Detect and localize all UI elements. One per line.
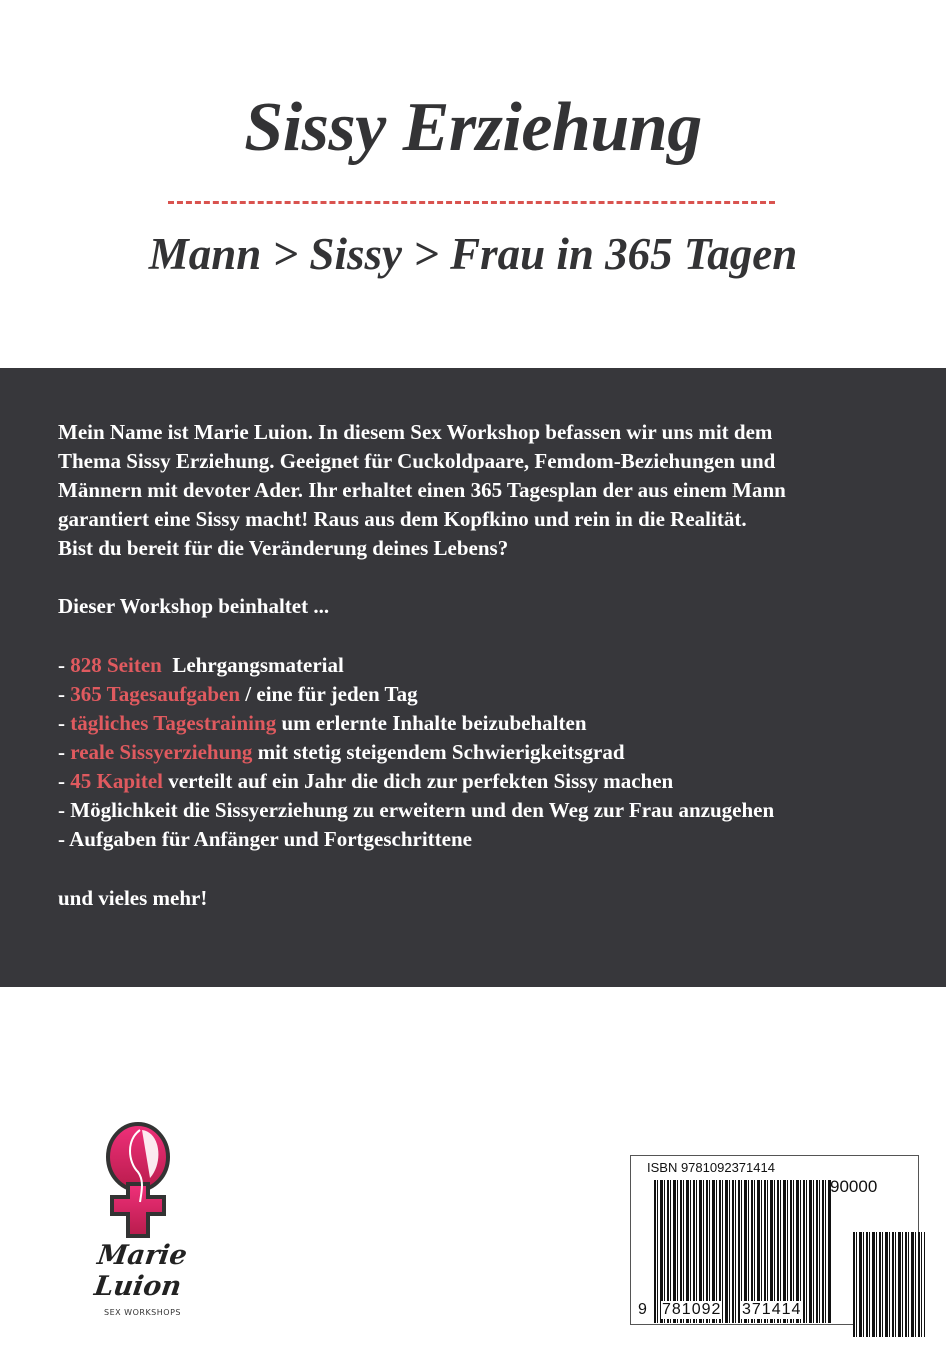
isbn-barcode: [630, 1155, 919, 1325]
publisher-name: Marie Luion: [92, 1240, 189, 1302]
list-item-rest: Möglichkeit die Sissyerziehung zu erweitern und den Weg zur Frau anzugehen: [70, 798, 775, 822]
barcode-addon-digits: 90000: [830, 1177, 878, 1196]
list-item-prefix: -: [58, 769, 71, 793]
publisher-tagline: SEX WORKSHOPS: [104, 1308, 181, 1317]
list-item-prefix: -: [58, 711, 71, 735]
list-item: [58, 680, 418, 709]
list-item: [58, 796, 774, 825]
list-item-highlight: 365 Tagesaufgaben: [70, 682, 241, 706]
barcode-digits-group2: 371414: [742, 1301, 802, 1318]
barcode-addon-bars: [853, 1232, 925, 1337]
list-item-rest: Lehrgangsmaterial: [161, 653, 344, 677]
paragraph-line: Mein Name ist Marie Luion. In diesem Sex Workshop befassen wir uns mit dem: [58, 420, 773, 444]
book-subtitle: Mann > Sissy > Frau in 365 Tagen: [148, 229, 798, 279]
barcode-first-digit: 9: [638, 1301, 647, 1318]
list-outro: und vieles mehr!: [58, 886, 208, 910]
list-item-prefix: -: [58, 798, 71, 822]
list-item-highlight: 45 Kapitel: [70, 769, 163, 793]
list-item-rest: Aufgaben für Anfänger und Fortgeschrittene: [69, 827, 472, 851]
list-item: [58, 738, 625, 767]
list-item-rest: verteilt auf ein Jahr die dich zur perfekten Sissy machen: [163, 769, 674, 793]
list-item: [58, 651, 344, 680]
list-item-rest: um erlernte Inhalte beizubehalten: [276, 711, 587, 735]
list-item-prefix: -: [58, 740, 71, 764]
dashed-divider: [168, 201, 775, 204]
list-item-highlight: tägliches Tagestraining: [70, 711, 277, 735]
list-item: [58, 825, 472, 854]
list-item: [58, 709, 587, 738]
barcode-digits-group1: 781092: [662, 1301, 722, 1318]
list-item-highlight: 828 Seiten: [70, 653, 162, 677]
isbn-label: ISBN 9781092371414: [647, 1160, 775, 1175]
book-title: Sissy Erziehung: [244, 89, 702, 166]
list-item: [58, 767, 673, 796]
paragraph-line: garantiert eine Sissy macht! Raus aus dem Kopfkino und rein in die Realität.: [58, 507, 747, 531]
publisher-logo: [98, 1122, 178, 1242]
paragraph-line: Männern mit devoter Ader. Ihr erhaltet einen 365 Tagesplan der aus einem Mann: [58, 478, 786, 502]
list-intro: Dieser Workshop beinhaltet ...: [58, 594, 330, 618]
list-item-highlight: reale Sissyerziehung: [70, 740, 253, 764]
list-item-prefix: -: [58, 682, 71, 706]
list-item-prefix: -: [58, 827, 70, 851]
list-item-rest: mit stetig steigendem Schwierigkeitsgrad: [252, 740, 625, 764]
female-symbol-logo-icon: [98, 1122, 178, 1242]
list-item-rest: / eine für jeden Tag: [240, 682, 418, 706]
barcode-bars: [822, 1180, 832, 1323]
paragraph-line: Bist du bereit für die Veränderung deines Lebens?: [58, 536, 509, 560]
paragraph-line: Thema Sissy Erziehung. Geeignet für Cuckoldpaare, Femdom-Beziehungen und: [58, 449, 776, 473]
list-item-prefix: -: [58, 653, 71, 677]
